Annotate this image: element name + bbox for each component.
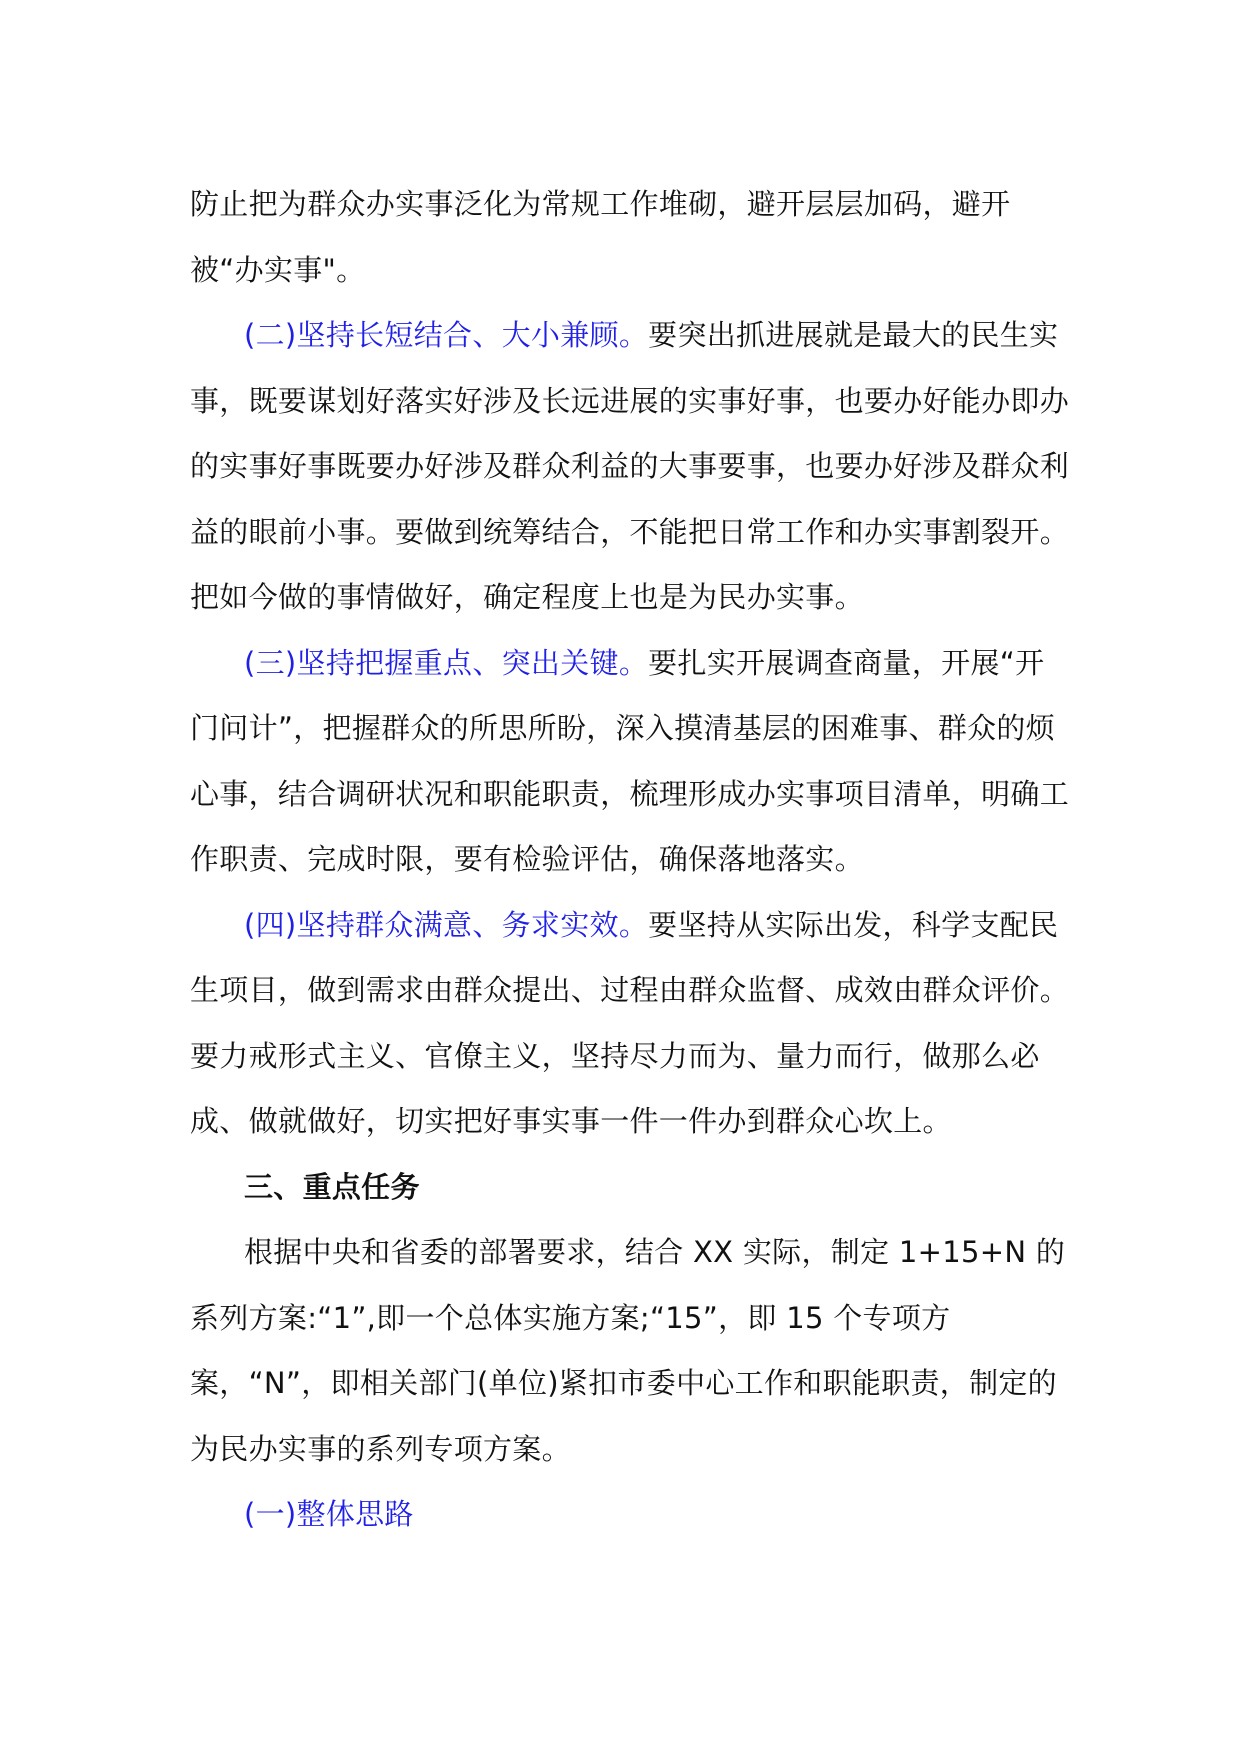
paragraph-2-heading: (二)坚持长短结合、大小兼顾。 — [244, 318, 649, 352]
paragraph-2 — [190, 303, 1070, 631]
paragraph-3-heading: (三)坚持把握重点、突出关键。 — [244, 645, 649, 680]
paragraph-4 — [190, 893, 1070, 1155]
section-heading: 三、重点任务 — [244, 1169, 420, 1204]
paragraph-5 — [190, 1220, 1070, 1482]
paragraph-3 — [190, 631, 1070, 893]
paragraph-1-text: 防止把为群众办实事泛化为常规工作堆砌，避开层层加码，避开被“办实事"。 — [190, 187, 1011, 287]
paragraph-1 — [190, 172, 1070, 303]
document-body — [190, 172, 1070, 1548]
paragraph-3-text: 要扎实开展调查商量，开展“开门问计”，把握群众的所思所盼，深入摸清基层的困难事、群众的烦心事，结合调研状况和职能职责，梳理形成办实事项目清单，明确工作职责、完成时限，要有检验评估，确保落地落实。 — [190, 645, 1070, 876]
paragraph-4-text: 要坚持从实际出发，科学支配民生项目，做到需求由群众提出、过程由群众监督、成效由群众评价。要力戒形式主义、官僚主义，坚持尽力而为、量力而行，做那么必成、做就做好，切实把好事实事一件一件办到群众心坎上。 — [190, 907, 1070, 1138]
paragraph-5-text: 根据中央和省委的部署要求，结合 XX 实际，制定 1+15+N 的系列方案:“1”,即一个总体实施方案;“15”，即 15 个专项方案，“N”，即相关部门(单位)紧扣市委中心工作和职能职责，制定的为民办实事的系列专项方案。 — [190, 1235, 1066, 1466]
paragraph-4-heading: (四)坚持群众满意、务求实效。 — [244, 907, 649, 942]
paragraph-2-text: 要突出抓进展就是最大的民生实事，既要谋划好落实好涉及长远进展的实事好事，也要办好能办即办的实事好事既要办好涉及群众利益的大事要事，也要办好涉及群众利益的眼前小事。要做到统筹结合，不能把日常工作和办实事割裂开。把如今做的事情做好，确定程度上也是为民办实事。 — [190, 318, 1070, 614]
subheading: (一)整体思路 — [244, 1497, 414, 1531]
